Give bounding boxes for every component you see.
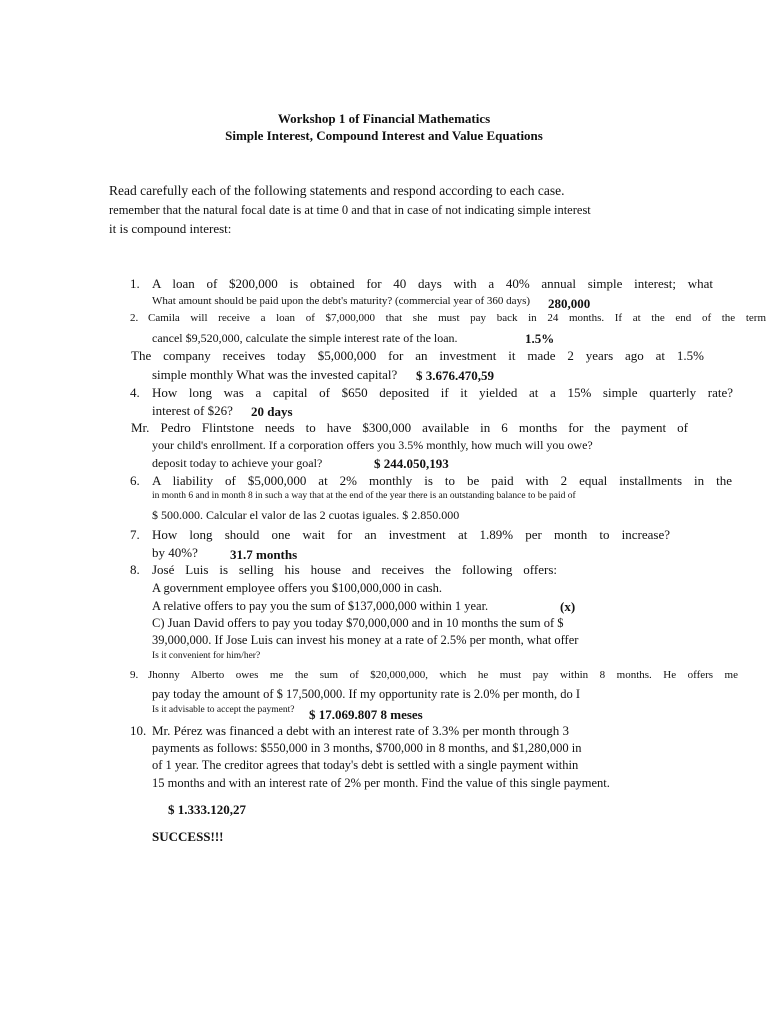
q2-line-1: Camila will receive a loan of $7,000,000 that she must pay back in 24 months. If at the end of the term [148,312,766,324]
q7-line-2: by 40%? [152,545,198,560]
q6-number: 6. [130,473,140,488]
q5-answer: $ 244.050,193 [374,456,449,471]
q8-mark: (x) [560,599,576,614]
intro-line-1: Read carefully each of the following statements and respond according to each case. [109,183,565,198]
q4-line-2: interest of $26? [152,403,233,418]
q10-answer: $ 1.333.120,27 [168,802,246,817]
q2-answer: 1.5% [525,331,555,346]
intro-line-2: remember that the natural focal date is at time 0 and that in case of not indicating simple interest [109,203,591,217]
q8-line-3: A relative offers to pay you the sum of $137,000,000 within 1 year. [152,599,489,613]
q3-line-2: simple monthly What was the invested capital? [152,367,398,382]
document-title: Workshop 1 of Financial Mathematics [277,111,491,126]
q2-number: 2. [130,312,139,324]
q7-number: 7. [130,527,140,542]
q10-line-4: 15 months and with an interest rate of 2% per month. Find the value of this single payment. [152,776,610,790]
q8-line-5: 39,000,000. If Jose Luis can invest his money at a rate of 2.5% per month, what offer [152,633,579,647]
closing-text: SUCCESS!!! [152,829,224,844]
q9-answer: $ 17.069.807 8 meses [309,707,423,722]
q9-number: 9. [130,669,139,681]
document-subtitle: Simple Interest, Compound Interest and Value Equations [225,128,543,143]
q5-line-1: Mr. Pedro Flintstone needs to have $300,000 available in 6 months for the payment of [131,420,688,435]
q3-line-1: The company receives today $5,000,000 for an investment it made 2 years ago at 1.5% [131,348,704,363]
q1-answer: 280,000 [548,296,591,311]
q4-number: 4. [130,385,140,400]
q6-line-3: $ 500.000. Calcular el valor de las 2 cuotas iguales. $ 2.850.000 [152,508,460,522]
q10-line-3: of 1 year. The creditor agrees that today's debt is settled with a single payment within [152,758,579,772]
q10-line-2: payments as follows: $550,000 in 3 months, $700,000 in 8 months, and $1,280,000 in [152,741,582,755]
q6-line-2: in month 6 and in month 8 in such a way that at the end of the year there is an outstanding balance to be paid of [152,491,576,501]
q3-answer: $ 3.676.470,59 [416,368,494,383]
q8-line-2: A government employee offers you $100,000,000 in cash. [152,581,442,595]
q7-answer: 31.7 months [230,547,298,562]
q2-line-2: cancel $9,520,000, calculate the simple interest rate of the loan. [152,331,458,345]
q5-line-2: your child's enrollment. If a corporation offers you 3.5% monthly, how much will you owe? [152,438,593,452]
q10-line-1: Mr. Pérez was financed a debt with an interest rate of 3.3% per month through 3 [152,723,569,738]
q8-number: 8. [130,562,140,577]
q5-line-3: deposit today to achieve your goal? [152,456,323,470]
q6-line-1: A liability of $5,000,000 at 2% monthly is to be paid with 2 equal installments in the [152,473,732,488]
q8-line-1: José Luis is selling his house and receives the following offers: [152,562,557,577]
q9-line-3: Is it advisable to accept the payment? [152,705,295,715]
q1-line-1: A loan of $200,000 is obtained for 40 days with a 40% annual simple interest; what [152,276,713,291]
q7-line-1: How long should one wait for an investment at 1.89% per month to increase? [152,527,670,542]
intro-line-3: it is compound interest: [109,221,232,236]
q4-line-1: How long was a capital of $650 deposited if it yielded at a 15% simple quarterly rate? [152,385,733,400]
q9-line-1: Jhonny Alberto owes me the sum of $20,000,000, which he must pay within 8 months. He offers me [148,669,738,681]
q1-line-2: What amount should be paid upon the debt's maturity? (commercial year of 360 days) [152,295,531,307]
q10-number: 10. [130,723,147,738]
q1-number: 1. [130,276,140,291]
q4-answer: 20 days [251,404,293,419]
q9-line-2: pay today the amount of $ 17,500,000. If my opportunity rate is 2.0% per month, do I [152,687,581,701]
q8-line-4: C) Juan David offers to pay you today $70,000,000 and in 10 months the sum of $ [152,616,564,630]
q8-line-6: Is it convenient for him/her? [152,651,261,661]
